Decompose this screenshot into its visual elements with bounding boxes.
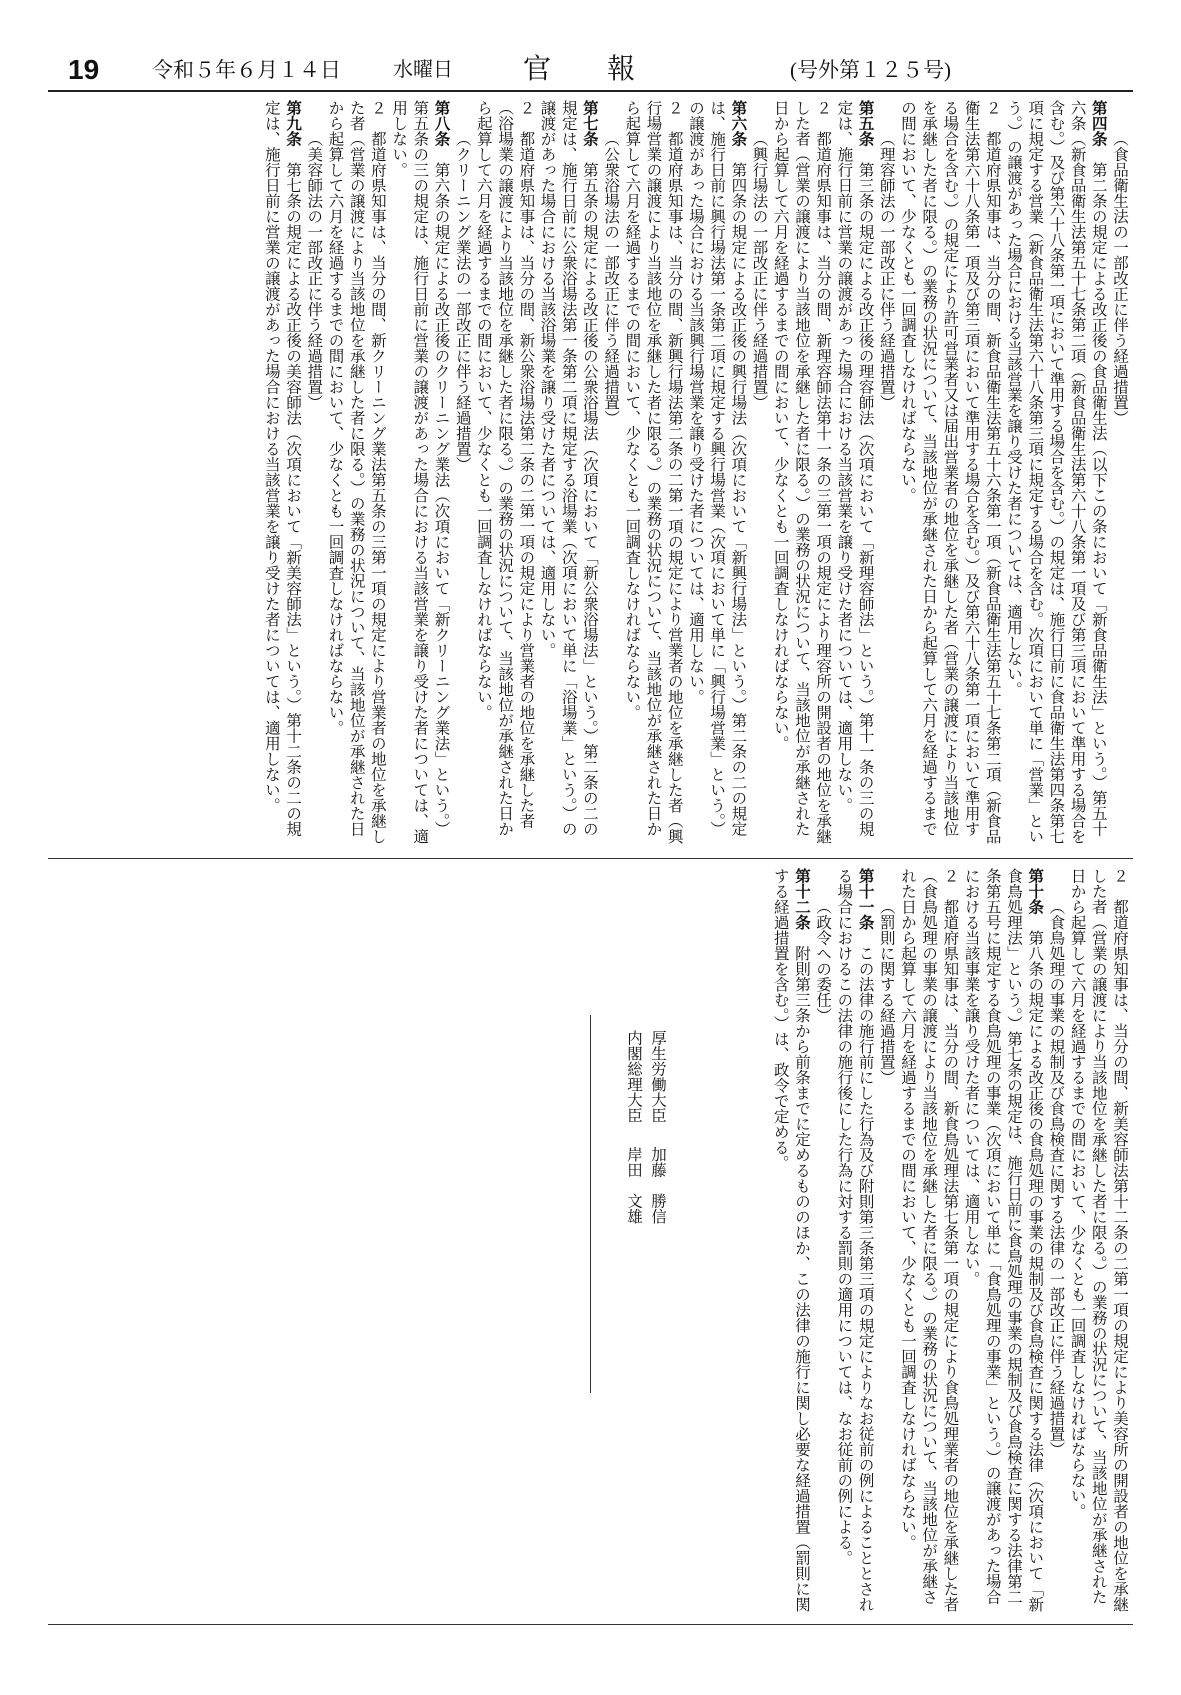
header-rule (48, 90, 1133, 92)
caption: （美容師法の一部改正に伴う経過措置） (305, 131, 324, 410)
caption: （クリーニング業法の一部改正に伴う経過措置） (453, 131, 472, 472)
article: 第九条 第七条の規定による改正後の美容師法（次項において「新美容師法」という。）第十二条の二の規定は、施行日前に営業の譲渡があった場合における当該営業を譲り受けた者については、適用しない。 (262, 100, 303, 837)
gazette-title: 官報 (523, 54, 692, 85)
caption: （興行場法の一部改正に伴う経過措置） (750, 131, 769, 410)
issue-date: 令和５年６月１４日 (152, 58, 341, 82)
paragraph: ２ 都道府県知事は、当分の間、新食品衛生法第五十六条第一項（新食品衛生法第五十七条第二項（新食品衛生法第六十八条第一項及び第三項において準用する場合を含む。）及び第六十八条第一項において準用する場合を含む。）の規定により許可営業者又は届出営業者の地位を承継した者（営業の譲渡により当該地位を承継した者に限る。）の業務の状況について、当該地位が承継された日から起算して六月を経過するまでの間において、少なくとも一回調査しなければならない。 (898, 100, 1002, 844)
footer-rule (48, 1624, 1133, 1625)
article: 第八条 第六条の規定による改正後のクリーニング業法（次項において「新クリーニング業法」という。）第五条の三の規定は、施行日前に営業の譲渡があった場合における当該営業を譲り受けた者については、適用しない。 (390, 100, 451, 844)
upper-text-block (55, 100, 1130, 845)
signatory: 厚生労働大臣加藤 勝信 (649, 1030, 667, 1224)
article: 第七条 第五条の規定による改正後の公衆浴場法（次項において「新公衆浴場法」という。）第二条の二の規定は、施行日前に公衆浴場法第一条第二項に規定する浴場業（次項において単に「浴場業」という。）の譲渡があった場合における当該浴場業を譲り受けた者については、適用しない。 (538, 100, 599, 837)
caption: （食品衛生法の一部改正に伴う経過措置） (1111, 131, 1129, 426)
article: 第十条 第八条の規定による改正後の食鳥処理の事業の規制及び食鳥検査に関する法律（次項において「新食鳥処理法」という。）第七条の規定は、施行日前に食鳥処理の事業の規制及び食鳥検査に関する法律第二条第五号に規定する食鳥処理の事業（次項において単に「食鳥処理の事業」という。）の譲渡があった場合における当該事業を譲り受けた者については、適用しない。 (962, 868, 1045, 1612)
caption: （食鳥処理の事業の規制及び食鳥検査に関する法律の一部改正に伴う経過措置） (1047, 899, 1066, 1457)
caption: （政令への委任） (814, 899, 833, 1023)
paragraph: ２ 都道府県知事は、当分の間、新美容師法第十二条の二第一項の規定により美容所の開設者の地位を承継した者（営業の譲渡により当該地位を承継した者に限る。）の業務の状況について、当該地位が承継された日から起算して六月を経過するまでの間において、少なくとも一回調査しなければならない。 (1068, 868, 1129, 1612)
issue-weekday: 水曜日 (393, 59, 453, 81)
caption: （理容師法の一部改正に伴う経過措置） (877, 131, 896, 410)
signatory: 内閣総理大臣岸田 文雄 (625, 1030, 643, 1224)
paragraph: ２ 都道府県知事は、当分の間、新興行場法第二条の二第一項の規定により営業者の地位を承継した者（興行場営業の譲渡により当該地位を承継した者に限る。）の業務の状況について、当該地位が承継された日から起算して六月を経過するまでの間において、少なくとも一回調査しなければならない。 (623, 100, 684, 844)
issue-number: (号外第１２５号) (790, 58, 951, 82)
tier-divider (48, 858, 1133, 859)
caption: （罰則に関する経過措置） (877, 899, 896, 1085)
paragraph: ２ 都道府県知事は、当分の間、新公衆浴場法第二条の二第一項の規定により営業者の地位を承継した者（浴場業の譲渡により当該地位を承継した者に限る。）の業務の状況について、当該地位が承継された日から起算して六月を経過するまでの間において、少なくとも一回調査しなければならない。 (474, 100, 536, 837)
caption: （公衆浴場法の一部改正に伴う経過措置） (602, 131, 621, 426)
article: 第四条 第二条の規定による改正後の食品衛生法（以下この条において「新食品衛生法」という。）第五十六条（新食品衛生法第五十七条第二項（新食品衛生法第六十八条第一項及び第三項において準用する場合を含む。）及び第六十八条第一項において準用する場合を含む。）の規定は、施行日前に食品衛生法第四条第七項に規定する営業（新食品衛生法第六十八条第三項に規定する場合を含む。次項において単に「営業」という。）の譲渡があった場合における当該営業を譲り受けた者については、適用しない。 (1004, 100, 1108, 844)
paragraph: ２ 都道府県知事は、当分の間、新理容師法第十一条の三第一項の規定により理容所の開設者の地位を承継した者（営業の譲渡により当該地位を承継した者に限る。）の業務の状況について、当該地位が承継された日から起算して六月を経過するまでの間において、少なくとも一回調査しなければならない。 (771, 100, 833, 844)
page-number: 19 (68, 54, 100, 85)
article: 第五条 第三条の規定による改正後の理容師法（次項において「新理容師法」という。）第十一条の三の規定は、施行日前に営業の譲渡があった場合における当該営業を譲り受けた者については、適用しない。 (835, 100, 875, 837)
paragraph: ２ 都道府県知事は、当分の間、新食鳥処理法第七条第一項の規定により食鳥処理業者の地位を承継した者（食鳥処理の事業の譲渡により当該地位を承継した者に限る。）の業務の状況について、当該地位が承継された日から起算して六月を経過するまでの間において、少なくとも一回調査しなければならない。 (898, 868, 960, 1612)
article: 第十二条 附則第三条から前条までに定めるもののほか、この法律の施行に関し必要な経過措置（罰則に関する経過措置を含む。）は、政令で定める。 (771, 868, 811, 1612)
article: 第十一条 この法律の施行前にした行為及び附則第三条第三項の規定によりなお従前の例によることとされる場合におけるこの法律の施行後にした行為に対する罰則の適用については、なお従前の例による。 (835, 868, 875, 1612)
page-header (48, 54, 1133, 94)
signatory-block (590, 1030, 670, 1450)
article: 第六条 第四条の規定による改正後の興行場法（次項において「新興行場法」という。）第二条の二の規定は、施行日前に興行場法第一条第二項に規定する興行場営業（次項において単に「興行場営業」という。）の譲渡があった場合における当該興行場営業を譲り受けた者については、適用しない。 (686, 100, 748, 837)
paragraph: ２ 都道府県知事は、当分の間、新クリーニング業法第五条の三第一項の規定により営業者の地位を承継した者（営業の譲渡により当該地位を承継した者に限る。）の業務の状況について、当該地位が承継された日から起算して六月を経過するまでの間において、少なくとも一回調査しなければならない。 (326, 100, 387, 844)
